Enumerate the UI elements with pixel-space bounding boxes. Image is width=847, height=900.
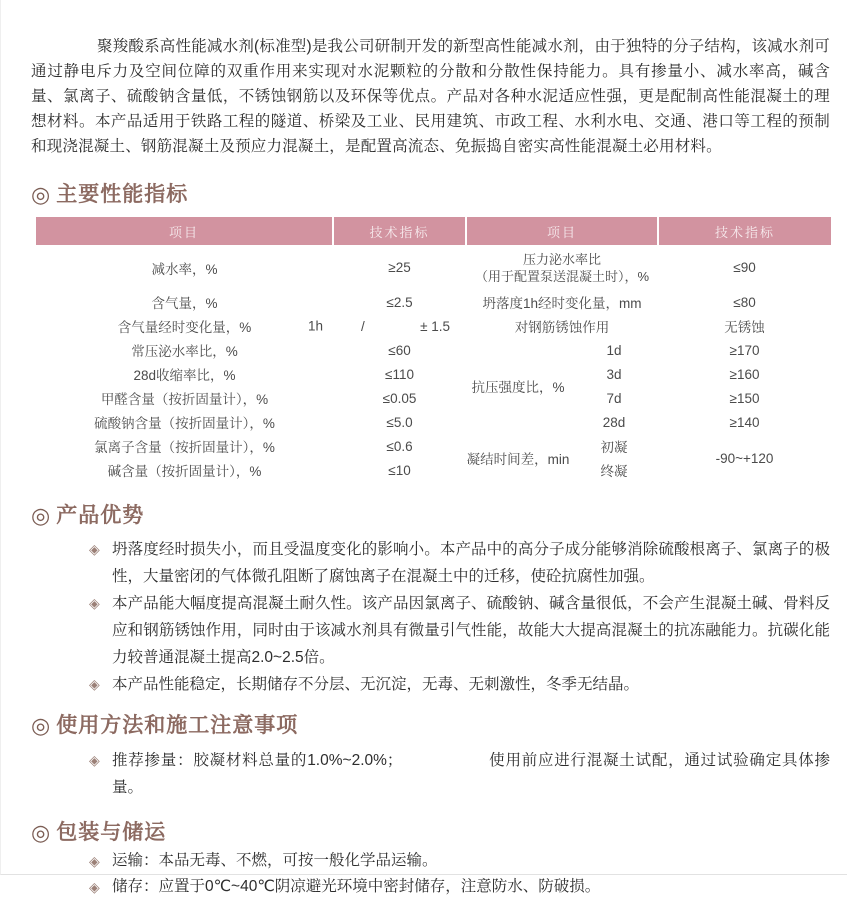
cell-group-label: 凝结时间差，min: [466, 452, 570, 467]
packaging-list: [31, 848, 830, 900]
cell-label: 含气量，%: [151, 296, 218, 311]
cell-label: 氯离子含量（按折固量计），%: [94, 440, 275, 455]
cell-sublabel: 28d: [602, 414, 626, 430]
cell-value: ≥25: [388, 260, 411, 275]
col-header-item-left: 项目: [36, 217, 333, 245]
cell-value: ≤10: [388, 462, 411, 478]
diamond-bullet-icon: ◈: [89, 676, 100, 692]
section-marker-icon: ◎: [31, 182, 52, 207]
cell-value-b: ± 1.5: [420, 318, 450, 334]
usage-line: [112, 747, 830, 801]
table-row: [36, 245, 831, 290]
table-header-row: [36, 217, 831, 245]
cell-label: 减水率，%: [151, 261, 218, 277]
table-row: [36, 338, 831, 362]
cell-label: 硫酸钠含量（按折固量计），%: [94, 416, 275, 431]
list-item: [31, 747, 830, 801]
diamond-bullet-icon: ◈: [89, 541, 100, 557]
col-header-spec-left: 技术指标: [333, 217, 466, 245]
section-title-performance: 主要性能指标: [56, 183, 189, 206]
cell-value-a: /: [361, 318, 365, 334]
cell-value: ≤60: [388, 342, 411, 358]
cell-label: 常压泌水率比，%: [131, 344, 238, 359]
dosage-text: 推荐掺量：胶凝材料总量的1.0%~2.0%；: [112, 752, 403, 769]
cell-sublabel: 初凝: [600, 440, 628, 455]
cell-label: [36, 314, 333, 338]
cell-value: ≤0.05: [382, 390, 417, 406]
cell-value: [333, 314, 466, 338]
cell-label: 对钢筋锈蚀作用: [514, 320, 610, 335]
section-heading-performance: [31, 182, 830, 207]
cell-label: 28d收缩率比，%: [133, 368, 236, 383]
diamond-bullet-icon: ◈: [89, 853, 100, 869]
cell-sublabel: 终凝: [600, 464, 628, 479]
diamond-bullet-icon: ◈: [89, 752, 100, 768]
cell-value: ≥150: [729, 390, 760, 406]
cell-label: 坍落度1h经时变化量，mm: [482, 296, 642, 311]
list-item: [31, 848, 830, 874]
cell-value: ≤90: [733, 260, 756, 275]
list-item-text: 储存：应置于0℃~40℃阴凉避光环境中密封储存，注意防水、防破损。: [112, 878, 601, 895]
cell-value: ≤2.5: [386, 294, 413, 310]
table-row: [36, 362, 831, 386]
list-item: [31, 536, 830, 590]
table-row: [36, 314, 831, 338]
section-marker-icon: ◎: [31, 713, 52, 738]
cell-value: ≤80: [733, 294, 756, 310]
advantages-list: [31, 536, 830, 698]
cell-label-line2: （用于配置泵送混凝土时），%: [474, 268, 650, 284]
table-row: [36, 386, 831, 410]
cell-sublabel: 7d: [606, 390, 622, 406]
cell-label: 碱含量（按折固量计），%: [107, 464, 262, 479]
cell-value: ≤5.0: [386, 414, 413, 430]
cell-label-line1: 压力泌水率比: [523, 251, 602, 267]
cell-value: ≤110: [385, 366, 414, 382]
cell-value: -90~+120: [715, 450, 774, 466]
cell-sublabel: 3d: [606, 366, 622, 382]
section-title-usage: 使用方法和施工注意事项: [56, 714, 299, 737]
section-heading-advantages: [31, 503, 830, 528]
performance-table: [36, 217, 831, 482]
dosage-note: 使用前应进行混凝土试配，通过试验确定具体掺量。: [112, 752, 830, 796]
col-header-spec-right: 技术指标: [658, 217, 831, 245]
section-heading-packaging: [31, 820, 830, 845]
list-item: [31, 590, 830, 671]
cell-label: [466, 245, 658, 290]
list-item: [31, 874, 830, 900]
cell-label-main: 含气量经时变化量，%: [117, 320, 252, 335]
cell-value: 无锈蚀: [724, 320, 765, 335]
section-heading-usage: [31, 713, 830, 738]
list-item: [31, 671, 830, 698]
table-row: [36, 410, 831, 434]
cell-label: 甲醛含量（按折固量计），%: [100, 392, 269, 407]
list-item-text: 坍落度经时损失小，而且受温度变化的影响小。本产品中的高分子成分能够消除硫酸根离子、氯离子的极性，大量密闭的气体微孔阻断了腐蚀离子在混凝土中的迁移，使砼抗腐性加强。: [112, 541, 830, 585]
table-row: [36, 290, 831, 314]
cell-sublabel: 1d: [606, 342, 622, 358]
col-header-item-right: 项目: [466, 217, 658, 245]
table-row: [36, 434, 831, 458]
cell-value: ≥160: [729, 366, 760, 382]
section-marker-icon: ◎: [31, 503, 52, 528]
cell-value: ≤0.6: [386, 438, 413, 454]
diamond-bullet-icon: ◈: [89, 595, 100, 611]
diamond-bullet-icon: ◈: [89, 879, 100, 895]
list-item-text: 运输：本品无毒、不燃，可按一般化学品运输。: [112, 852, 438, 869]
list-item-text: 本产品性能稳定，长期储存不分层、无沉淀，无毒、无刺激性，冬季无结晶。: [112, 676, 640, 693]
cell-group-label: 抗压强度比，%: [471, 380, 565, 395]
section-title-advantages: 产品优势: [56, 504, 145, 527]
intro-paragraph: 聚羧酸系高性能减水剂(标准型)是我公司研制开发的新型高性能减水剂，由于独特的分子结构，该减水剂可通过静电斥力及空间位障的双重作用来实现对水泥颗粒的分散和分散性保持能力。具有掺量小、减水率高，碱含量、氯离子、硫酸钠含量低，不锈蚀钢筋以及环保等优点。产品对各种水泥适应性强，更是配制高性能混凝土的理想材料。本产品适用于铁路工程的隧道、桥梁及工业、民用建筑、市政工程、水利水电、交通、港口等工程的预制和现浇混凝土、钢筋混凝土及预应力混凝土，是配置高流态、免振捣自密实高性能混凝土必用材料。: [31, 38, 830, 155]
section-title-packaging: 包装与储运: [56, 821, 167, 844]
cell-value: ≥170: [729, 342, 760, 358]
section-marker-icon: ◎: [31, 820, 52, 845]
usage-list: [31, 747, 830, 801]
list-item-text: 本产品能大幅度提高混凝土耐久性。该产品因氯离子、硫酸钠、碱含量很低，不会产生混凝土碱、骨料反应和钢筋锈蚀作用，同时由于该减水剂具有微量引气性能，故能大大提高混凝土的抗冻融能力。抗碳化能力较普通混凝土提高2.0~2.5倍。: [112, 595, 830, 666]
cell-value: ≥140: [729, 414, 760, 430]
cell-sublabel: 1h: [307, 318, 323, 334]
